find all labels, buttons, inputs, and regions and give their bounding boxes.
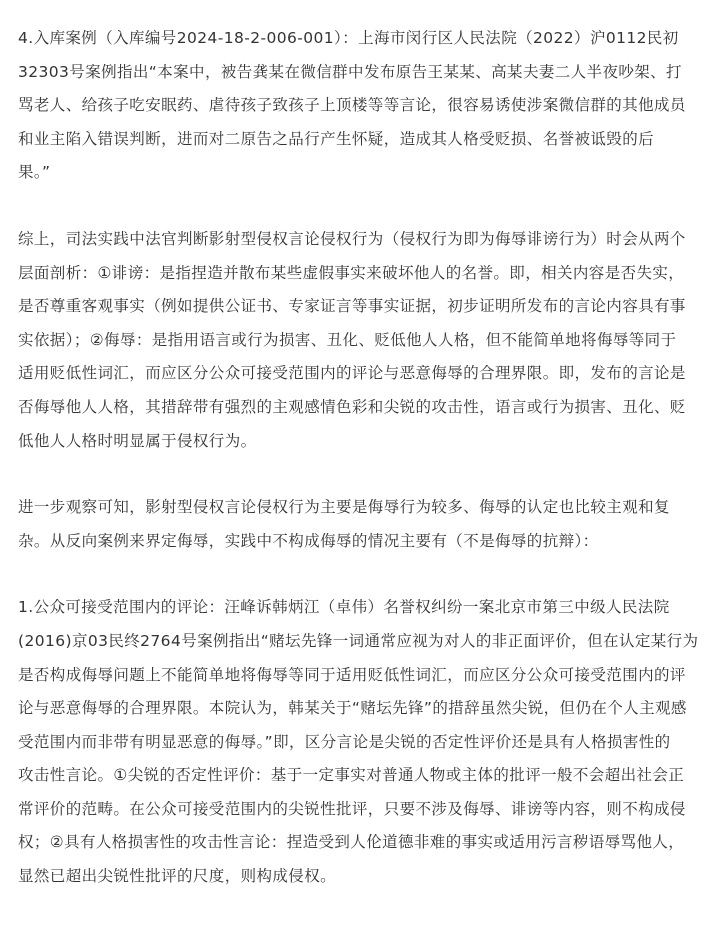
text-line: 综上，司法实践中法官判断影射型侵权言论侵权行为（侵权行为即为侮辱诽谤行为）时会从两个 xyxy=(18,229,686,248)
text-line: 低他人人格时明显属于侵权行为。 xyxy=(18,431,257,450)
paragraph-public-comment xyxy=(18,591,703,893)
paragraph-case-4 xyxy=(18,0,703,190)
text-line: 4.入库案例（入库编号2024-18-2-006-001）：上海市闵行区人民法院（2022）沪0112民初 xyxy=(18,29,679,47)
text-line: 受范围内而非带有明显恶意的侮辱。”即，区分言论是尖锐的否定性评价还是具有人格损害性的 xyxy=(18,732,671,751)
paragraph-observation xyxy=(18,491,703,558)
text-line: 常评价的范畴。在公众可接受范围内的尖锐性批评，只要不涉及侮辱、诽谤等内容，则不构成侵 xyxy=(18,799,686,818)
text-line: (2016)京03民终2764号案例指出“赌坛先锋一词通常应视为对人的非正面评价，但在认定某行为 xyxy=(18,631,699,650)
text-line: 是否构成侮辱问题上不能简单地将侮辱等同于适用贬低性词汇，而应区分公众可接受范围内的评 xyxy=(18,665,686,684)
text-line: 是否尊重客观事实（例如提供公证书、专家证言等事实证据，初步证明所发布的言论内容具有事 xyxy=(18,297,686,316)
text-line: 显然已超出尖锐性批评的尺度，则构成侵权。 xyxy=(18,867,337,886)
text-line: 果。” xyxy=(18,163,51,182)
text-line: 论与恶意侮辱的合理界限。本院认为，韩某关于“赌坛先锋”的措辞虽然尖锐，但仍在个人主观感 xyxy=(18,699,687,718)
text-line: 层面剖析：①诽谤：是指捏造并散布某些虚假事实来破坏他人的名誉。即，相关内容是否失实， xyxy=(18,263,685,282)
text-line: 1.公众可接受范围内的评论：汪峰诉韩炳江（卓伟）名誉权纠纷一案北京市第三中级人民法院 xyxy=(18,598,670,617)
text-line: 否侮辱他人人格，其措辞带有强烈的主观感情色彩和尖锐的攻击性，语言或行为损害、丑化、贬 xyxy=(18,397,686,416)
text-line: 和业主陷入错误判断，进而对二原告之品行产生怀疑，造成其人格受贬损、名誉被诋毁的后 xyxy=(18,129,655,148)
text-line: 32303号案例指出“本案中，被告龚某在微信群中发布原告王某某、高某夫妻二人半夜吵架、打 xyxy=(18,62,682,81)
text-line: 骂老人、给孩子吃安眠药、虐待孩子致孩子上顶楼等等言论，很容易诱使涉案微信群的其他成员 xyxy=(18,96,686,115)
text-line: 进一步观察可知，影射型侵权言论侵权行为主要是侮辱行为较多、侮辱的认定也比较主观和复 xyxy=(18,498,670,517)
text-line: 杂。从反向案例来界定侮辱，实践中不构成侮辱的情况主要有（不是侮辱的抗辩）： xyxy=(18,531,599,550)
text-line: 实依据）；②侮辱：是指用语言或行为损害、丑化、贬低他人人格，但不能简单地将侮辱等同于 xyxy=(18,330,677,349)
text-line: 适用贬低性词汇，而应区分公众可接受范围内的评论与恶意侮辱的合理界限。即，发布的言论是 xyxy=(18,364,686,383)
text-line: 攻击性言论。①尖锐的否定性评价：基于一定事实对普通人物或主体的批评一般不会超出社会正 xyxy=(18,766,685,785)
text-line: 权；②具有人格损害性的攻击性言论：捏造受到人伦道德非难的事实或适用污言秽语辱骂他人， xyxy=(18,833,685,852)
paragraph-summary xyxy=(18,223,703,458)
